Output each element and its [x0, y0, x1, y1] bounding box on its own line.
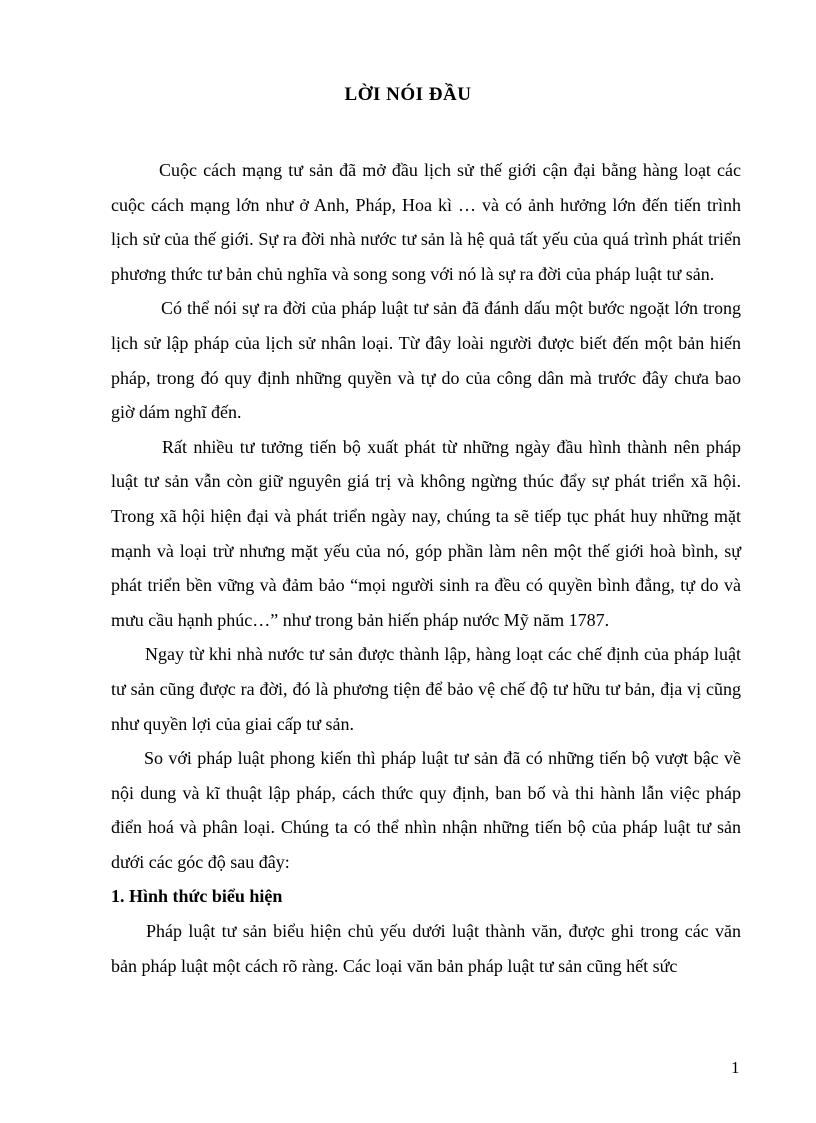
document-body — [111, 153, 741, 983]
page-number: 1 — [731, 1058, 740, 1077]
paragraph-2: Có thể nói sự ra đời của pháp luật tư sản đã đánh dấu một bước ngoặt lớn trong lịch sử lập pháp của lịch sử nhân loại. Từ đây loài người được biết đến một bản hiến pháp, trong đó quy định những quyền và tự do của công dân mà trước đây chưa bao giờ dám nghĩ đến. — [111, 298, 741, 423]
section-heading: 1. Hình thức biểu hiện — [111, 886, 283, 907]
paragraph-3: Rất nhiều tư tưởng tiến bộ xuất phát từ những ngày đầu hình thành nên pháp luật tư sản vẫn còn giữ nguyên giá trị và không ngừng thúc đẩy sự phát triển xã hội. Trong xã hội hiện đại và phát triển ngày nay, chúng ta sẽ tiếp tục phát huy những mặt mạnh và loại trừ nhưng mặt yếu của nó, góp phần làm nên một thế giới hoà bình, sự phát triển bền vững và đảm bảo “mọi người sinh ra đều có quyền bình đẳng, tự do và mưu cầu hạnh phúc…” như trong bản hiến pháp nước Mỹ năm 1787. — [111, 436, 741, 630]
paragraph-5: So với pháp luật phong kiến thì pháp luật tư sản đã có những tiến bộ vượt bậc về nội dung và kĩ thuật lập pháp, cách thức quy định, ban bố và thi hành lẫn việc pháp điển hoá và phân loại. Chúng ta có thể nhìn nhận những tiến bộ của pháp luật tư sản dưới các góc độ sau đây: — [111, 748, 741, 872]
paragraph-4: Ngay từ khi nhà nước tư sản được thành lập, hàng loạt các chế định của pháp luật tư sản cũng được ra đời, đó là phương tiện để bảo vệ chế độ tư hữu tư bản, địa vị cũng như quyền lợi của giai cấp tư sản. — [111, 644, 741, 734]
paragraph-1: Cuộc cách mạng tư sản đã mở đầu lịch sử thế giới cận đại bằng hàng loạt các cuộc cách mạng lớn như ở Anh, Pháp, Hoa kì … và có ảnh hưởng lớn đến tiến trình lịch sử của thế giới. Sự ra đời nhà nước tư sản là hệ quả tất yếu của quá trình phát triển phương thức tư bản chủ nghĩa và song song với nó là sự ra đời của pháp luật tư sản. — [111, 160, 741, 284]
page-title: LỜI NÓI ĐẦU — [344, 84, 472, 105]
section-paragraph: Pháp luật tư sản biểu hiện chủ yếu dưới luật thành văn, được ghi trong các văn bản pháp luật một cách rõ ràng. Các loại văn bản pháp luật tư sản cũng hết sức — [111, 921, 741, 976]
